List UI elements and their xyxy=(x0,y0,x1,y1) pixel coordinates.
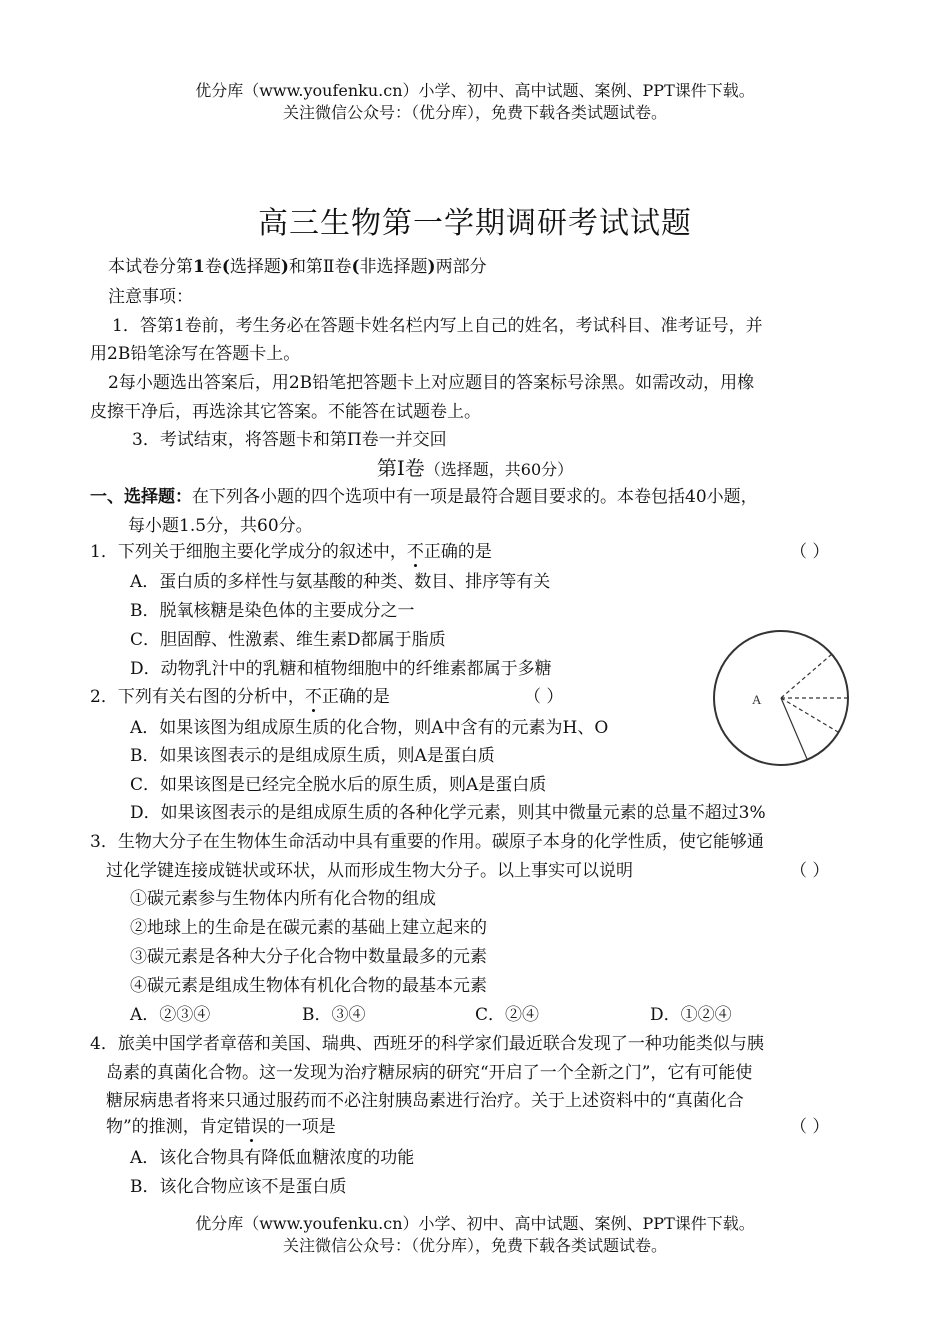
intro-text-k: 两部分 xyxy=(435,257,487,277)
q3-option-a: A．②③④ xyxy=(130,1005,211,1025)
q2-answer-paren: （ ） xyxy=(524,687,564,707)
q1-option-a: A．蛋白质的多样性与氨基酸的种类、数目、排序等有关 xyxy=(130,572,551,592)
q2-stem-b: 正确的是 xyxy=(321,687,390,707)
notice-2-line-2: 皮擦干净后，再选涂其它答案。不能答在试题卷上。 xyxy=(90,402,481,422)
q4-line-4-b: 的一项是 xyxy=(267,1117,336,1137)
part-text: 在下列各小题的四个选项中有一项是最符合题目要求的。本卷包括40小题， xyxy=(192,487,758,507)
intro-text-h: ( xyxy=(351,257,360,277)
notice-2-line-1: 2每小题选出答案后，用2B铅笔把答题卡上对应题目的答案标号涂黑。如需改动，用橡 xyxy=(108,373,755,393)
q2-option-c: C．如果该图是已经完全脱水后的原生质，则A是蛋白质 xyxy=(130,775,547,795)
intro-text-b: 1 xyxy=(193,257,205,277)
part-instruction-2: 每小题1.5分，共60分。 xyxy=(128,516,313,536)
section-main: 第Ⅰ卷 xyxy=(376,456,425,480)
q2-stem xyxy=(90,682,390,707)
q1-stem xyxy=(90,537,492,562)
notice-heading: 注意事项： xyxy=(108,287,193,307)
q2-option-b: B．如果该图表示的是组成原生质，则A是蛋白质 xyxy=(130,746,495,766)
q2-stem-emphasis: 不 xyxy=(304,687,322,707)
q3-option-b: B．③④ xyxy=(302,1005,366,1025)
q4-line-4-emphasis: 错误 xyxy=(233,1117,268,1137)
pie-divider-1 xyxy=(781,654,832,698)
pie-figure xyxy=(708,628,856,768)
footer-line-2: 关注微信公众号：（优分库），免费下载各类试题试卷。 xyxy=(282,1236,667,1255)
header-line-2: 关注微信公众号：（优分库），免费下载各类试题试卷。 xyxy=(282,103,667,122)
q3-option-c: C．②④ xyxy=(475,1005,540,1025)
q2-option-a: A．如果该图为组成原生质的化合物，则A中含有的元素为H、O xyxy=(130,718,609,738)
q4-line-3: 糖尿病患者将来只通过服药而不必注射胰岛素进行治疗。关于上述资料中的“真菌化合 xyxy=(106,1091,744,1111)
q2-option-d: D．如果该图表示的是组成原生质的各种化学元素，则其中微量元素的总量不超过3% xyxy=(130,803,766,823)
q3-statement-1: ①碳元素参与生物体内所有化合物的组成 xyxy=(130,889,436,909)
page-title: 高三生物第一学期调研考试试题 xyxy=(258,206,692,241)
q3-option-d: D．①②④ xyxy=(650,1005,732,1025)
intro-text-f: ) xyxy=(280,257,289,277)
intro-text-i: 非选择题 xyxy=(359,257,428,277)
intro-text-g: 和第Ⅱ卷 xyxy=(288,257,352,277)
part-instruction xyxy=(90,482,758,507)
pie-divider-4 xyxy=(781,698,807,759)
intro-text-e: 选择题 xyxy=(229,257,281,277)
q4-line-4-a: 物”的推测，肯定 xyxy=(106,1117,234,1137)
q1-stem-emphasis: 不 xyxy=(406,542,424,562)
intro-text-d: ( xyxy=(221,257,230,277)
q4-line-2: 岛素的真菌化合物。这一发现为治疗糖尿病的研究“开启了一个全新之门”，它有可能使 xyxy=(106,1063,753,1083)
notice-3: 3．考试结束，将答题卡和第Π卷一并交回 xyxy=(132,430,447,450)
header-line-1: 优分库（www.youfenku.cn）小学、初中、高中试题、案例、PPT课件下载。 xyxy=(195,81,755,100)
q4-answer-paren: （ ） xyxy=(790,1117,830,1137)
q4-line-1: 4．旅美中国学者章蓓和美国、瑞典、西班牙的科学家们最近联合发现了一种功能类似与胰 xyxy=(90,1034,764,1054)
intro-text-c: 卷 xyxy=(204,257,222,277)
notice-1-line-2: 用2B铅笔涂写在答题卡上。 xyxy=(90,344,301,364)
q3-statement-2: ②地球上的生命是在碳元素的基础上建立起来的 xyxy=(130,918,487,938)
section-heading xyxy=(0,452,950,481)
pie-divider-3 xyxy=(781,698,838,732)
q1-option-b: B．脱氧核糖是染色体的主要成分之一 xyxy=(130,601,415,621)
q1-answer-paren: （ ） xyxy=(790,542,830,562)
q3-line-1: 3．生物大分子在生物体生命活动中具有重要的作用。碳原子本身的化学性质，使它能够通 xyxy=(90,832,764,852)
q3-answer-paren: （ ） xyxy=(790,861,830,881)
q4-option-a: A．该化合物具有降低血糖浓度的功能 xyxy=(130,1148,415,1168)
section-sub: （选择题，共60分） xyxy=(424,460,574,479)
q1-stem-a: 1．下列关于细胞主要化学成分的叙述中， xyxy=(90,542,407,562)
q2-stem-a: 2．下列有关右图的分析中， xyxy=(90,687,305,707)
q4-option-b: B．该化合物应该不是蛋白质 xyxy=(130,1177,347,1197)
q1-stem-b: 正确的是 xyxy=(423,542,492,562)
notice-1-line-1: 1．答第1卷前，考生务必在答题卡姓名栏内写上自己的姓名，考试科目、准考证号，并 xyxy=(112,316,763,336)
q3-line-2: 过化学键连接成链状或环状，从而形成生物大分子。以上事实可以说明 xyxy=(106,861,633,881)
intro-line xyxy=(108,252,487,277)
part-label: 一、选择题： xyxy=(90,487,192,507)
q1-option-c: C．胆固醇、性激素、维生素D都属于脂质 xyxy=(130,630,446,650)
q4-line-4 xyxy=(106,1112,336,1137)
intro-text-j: ) xyxy=(427,257,436,277)
q1-option-d: D．动物乳汁中的乳糖和植物细胞中的纤维素都属于多糖 xyxy=(130,659,552,679)
q3-statement-4: ④碳元素是组成生物体有机化合物的最基本元素 xyxy=(130,976,487,996)
footer-line-1: 优分库（www.youfenku.cn）小学、初中、高中试题、案例、PPT课件下载。 xyxy=(195,1214,755,1233)
q3-statement-3: ③碳元素是各种大分子化合物中数量最多的元素 xyxy=(130,947,487,967)
pie-label-a: A xyxy=(752,692,762,707)
intro-text-a: 本试卷分第 xyxy=(108,257,193,277)
